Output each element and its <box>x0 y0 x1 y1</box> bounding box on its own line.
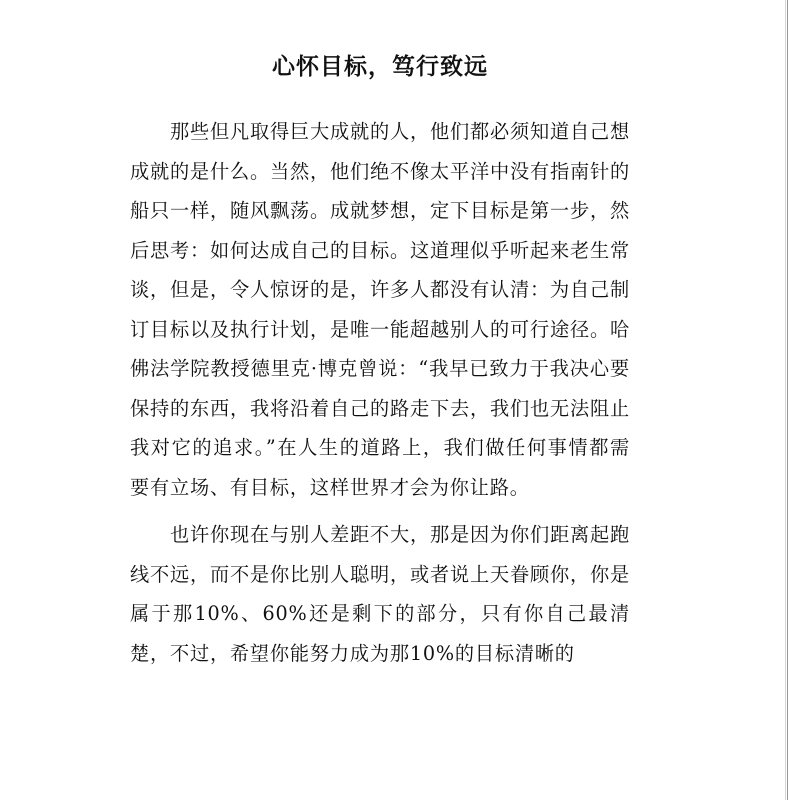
body-text <box>130 112 630 681</box>
page-edge-shadow <box>785 0 786 800</box>
paragraph-2: 也许你现在与别人差距不大，那是因为你们距离起跑线不远，而不是你比别人聪明，或者说上天眷顾你，你是属于那10%、60%还是剩下的部分，只有你自己最清楚，不过，希望你能努力成为那10%的目标清晰的 <box>130 523 630 665</box>
paragraph-1: 那些但凡取得巨大成就的人，他们都必须知道自己想成就的是什么。当然，他们绝不像太平洋中没有指南针的船只一样，随风飘荡。成就梦想，定下目标是第一步，然后思考：如何达成自己的目标。这道理似乎听起来老生常谈，但是，令人惊讶的是，许多人都没有认清：为自己制订目标以及执行计划，是唯一能超越别人的可行途径。哈佛法学院教授德里克·博克曾说：“我早已致力于我决心要保持的东西，我将沿着自己的路走下去，我们也无法阻止我对它的追求。”在人生的道路上，我们做任何事情都需要有立场、有目标，这样世界才会为你让路。 <box>130 120 630 499</box>
page-title: 心怀目标，笃行致远 <box>272 53 488 81</box>
page-edge-line <box>787 0 788 800</box>
